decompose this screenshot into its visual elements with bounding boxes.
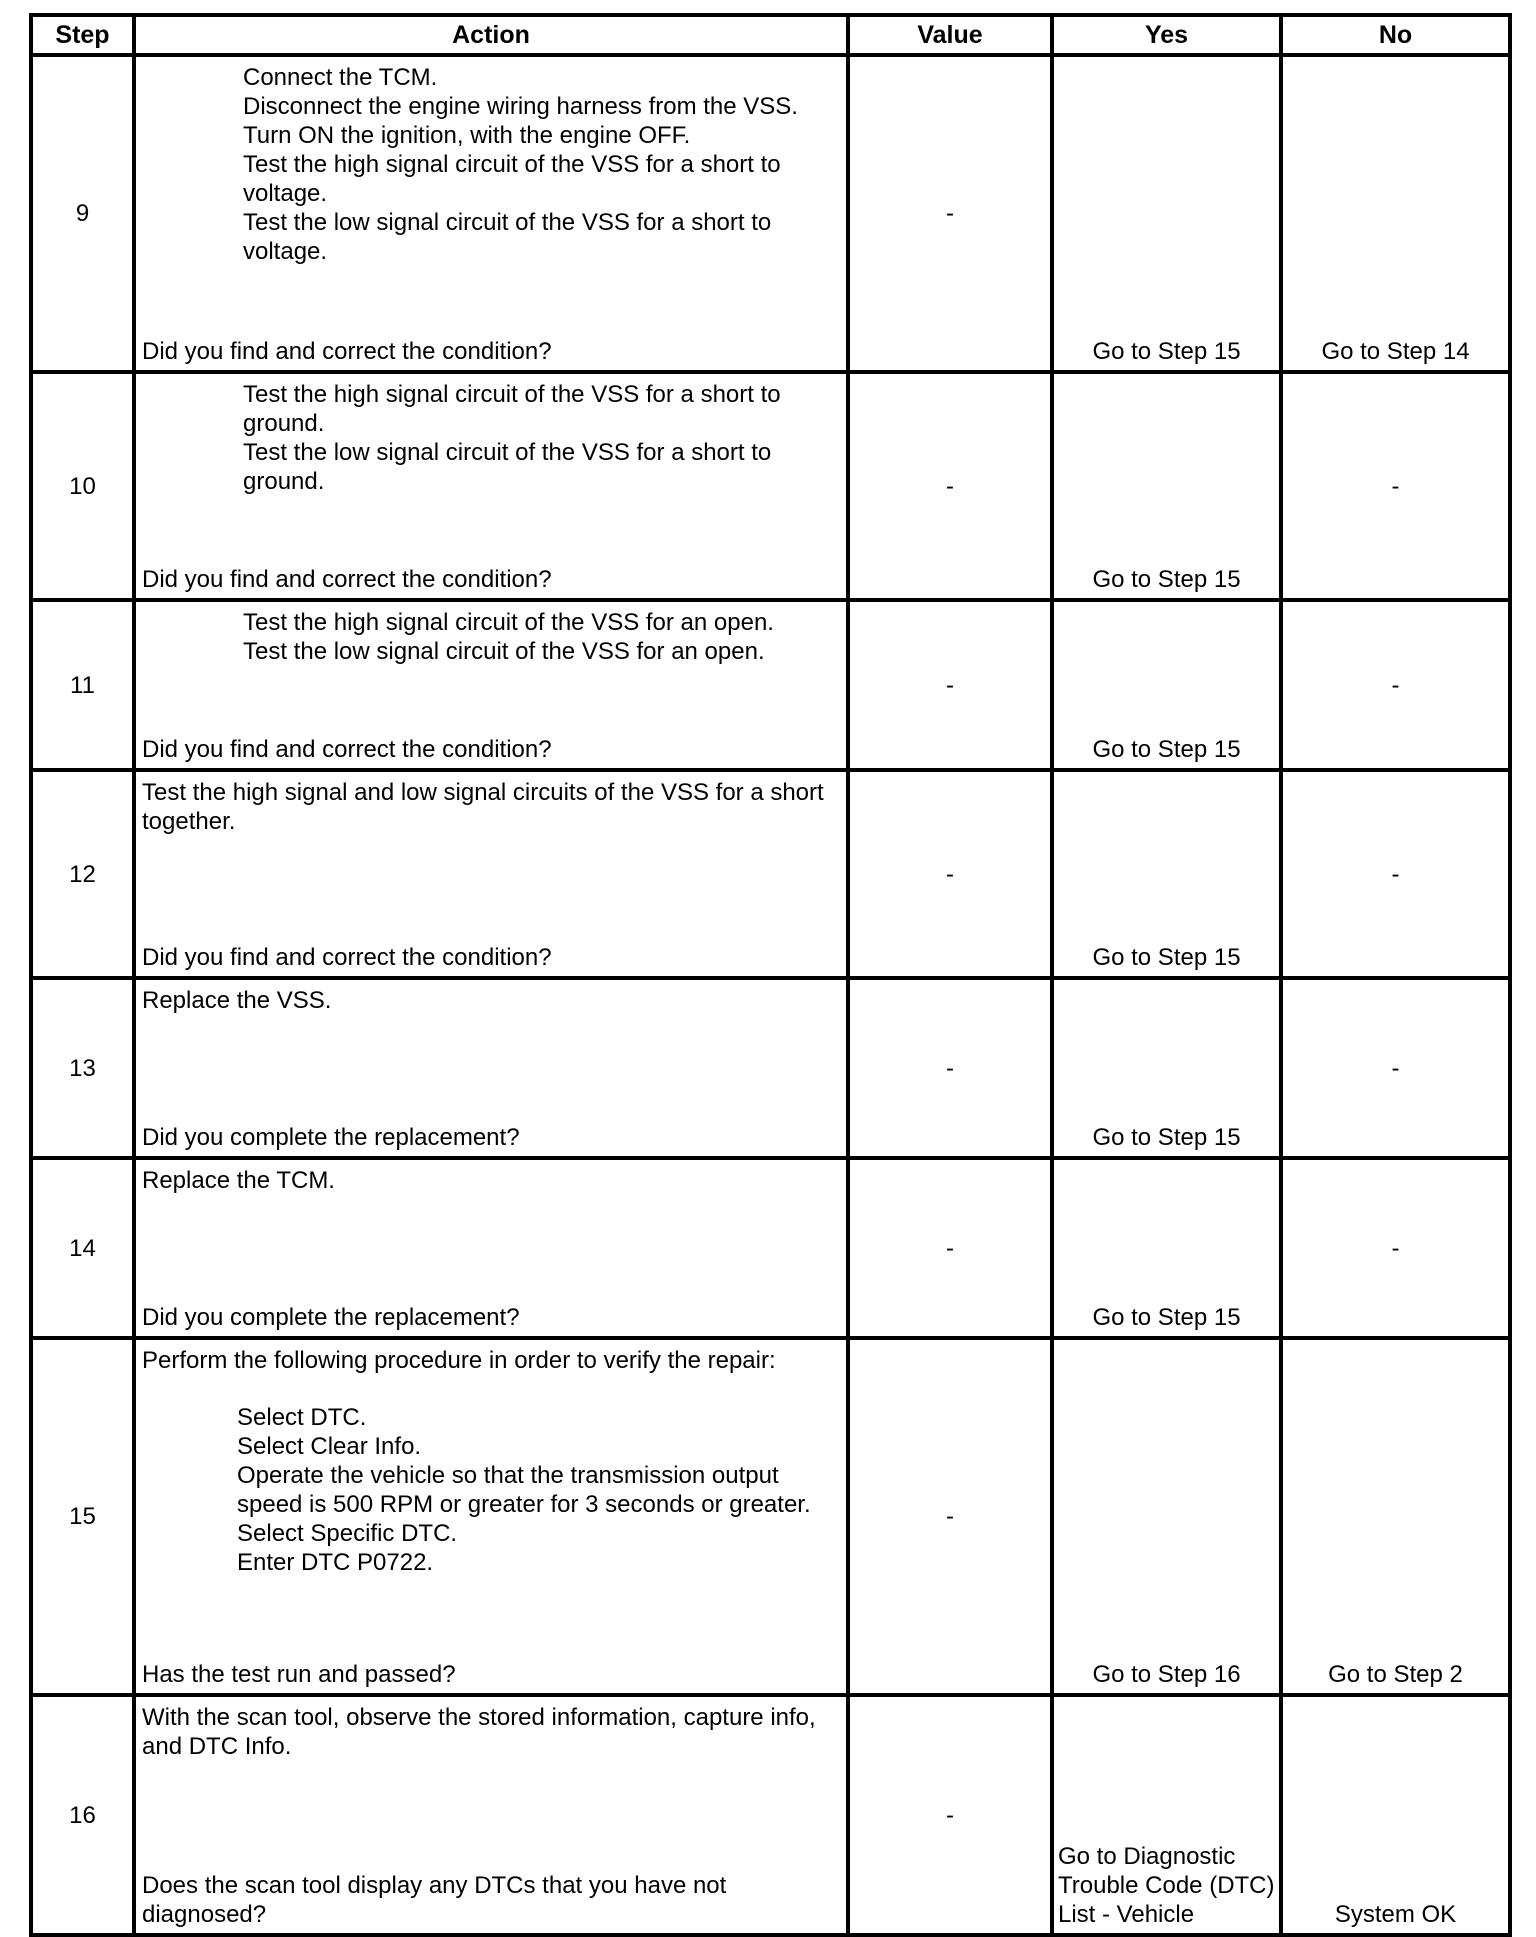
action-item: Connect the TCM. — [243, 64, 438, 91]
action-cell — [134, 1338, 848, 1695]
action-item: Select DTC. — [237, 1404, 367, 1431]
table-row — [31, 1338, 1510, 1695]
action-item: Test the low signal circuit of the VSS for a short to voltage. — [243, 209, 772, 265]
no-cell: - — [1281, 978, 1510, 1158]
yes-cell — [1052, 1695, 1281, 1935]
action-question: Did you find and correct the condition? — [142, 944, 552, 971]
value-cell: - — [848, 55, 1052, 372]
yes-link[interactable]: Go to Step 15 — [1092, 1304, 1241, 1331]
action-item: Test the high signal circuit of the VSS for an open. — [243, 609, 774, 636]
action-intro: Perform the following procedure in order to verify the repair: — [142, 1347, 776, 1374]
step-number: 12 — [31, 770, 134, 978]
action-cell — [134, 1158, 848, 1338]
table-row — [31, 55, 1510, 372]
step-number: 13 — [31, 978, 134, 1158]
action-intro: With the scan tool, observe the stored information, capture info, and DTC Info. — [142, 1704, 816, 1760]
action-list — [136, 374, 846, 496]
no-link[interactable]: Go to Step 14 — [1321, 338, 1470, 365]
header-row — [31, 15, 1510, 55]
table-row — [31, 978, 1510, 1158]
no-cell: - — [1281, 770, 1510, 978]
value-cell: - — [848, 372, 1052, 600]
yes-link[interactable]: Go to Step 15 — [1092, 1124, 1241, 1151]
yes-cell — [1052, 1158, 1281, 1338]
no-cell — [1281, 55, 1510, 372]
action-item: Enter DTC P0722. — [237, 1549, 434, 1576]
step-number: 9 — [31, 55, 134, 372]
header-action: Action — [134, 15, 848, 55]
yes-link[interactable]: Go to Step 16 — [1092, 1661, 1241, 1688]
value-cell: - — [848, 1158, 1052, 1338]
yes-cell — [1052, 770, 1281, 978]
action-intro: Replace the TCM. — [142, 1167, 335, 1194]
value-cell: - — [848, 1695, 1052, 1935]
action-list — [136, 1375, 846, 1577]
header-no: No — [1281, 15, 1510, 55]
value-cell: - — [848, 978, 1052, 1158]
action-item: Operate the vehicle so that the transmission output speed is 500 RPM or greater for 3 seconds or greater. — [237, 1462, 811, 1518]
action-cell — [134, 770, 848, 978]
no-cell — [1281, 1695, 1510, 1935]
header-step: Step — [31, 15, 134, 55]
action-item: Test the high signal circuit of the VSS for a short to voltage. — [243, 151, 781, 207]
yes-link[interactable]: Go to Step 15 — [1092, 736, 1241, 763]
action-cell — [134, 600, 848, 770]
action-item: Test the high signal circuit of the VSS for a short to ground. — [243, 381, 781, 437]
yes-link[interactable]: Go to Step 15 — [1092, 566, 1241, 593]
action-cell — [134, 978, 848, 1158]
action-question: Does the scan tool display any DTCs that you have not diagnosed? — [142, 1872, 727, 1928]
action-intro: Test the high signal and low signal circuits of the VSS for a short together. — [142, 779, 824, 835]
no-cell: - — [1281, 372, 1510, 600]
yes-link[interactable]: Go to Step 15 — [1092, 944, 1241, 971]
no-cell: - — [1281, 1158, 1510, 1338]
action-cell — [134, 55, 848, 372]
step-number: 15 — [31, 1338, 134, 1695]
action-list — [136, 57, 846, 266]
yes-link[interactable]: Go to Step 15 — [1092, 338, 1241, 365]
step-number: 10 — [31, 372, 134, 600]
diagnostic-table — [29, 13, 1512, 1937]
no-result: System OK — [1334, 1901, 1457, 1928]
no-link[interactable]: Go to Step 2 — [1328, 1661, 1463, 1688]
step-number: 11 — [31, 600, 134, 770]
action-list — [136, 602, 846, 666]
action-question: Has the test run and passed? — [142, 1661, 456, 1688]
header-yes: Yes — [1052, 15, 1281, 55]
table-row — [31, 372, 1510, 600]
yes-cell — [1052, 978, 1281, 1158]
action-item: Test the low signal circuit of the VSS for an open. — [243, 638, 765, 665]
action-question: Did you find and correct the condition? — [142, 566, 552, 593]
action-item: Turn ON the ignition, with the engine OFF. — [243, 122, 691, 149]
step-number: 16 — [31, 1695, 134, 1935]
yes-link[interactable]: Go to Diagnostic Trouble Code (DTC) List - Vehicle — [1058, 1843, 1275, 1928]
value-cell: - — [848, 600, 1052, 770]
action-question: Did you find and correct the condition? — [142, 736, 552, 763]
table-row — [31, 1695, 1510, 1935]
step-number: 14 — [31, 1158, 134, 1338]
table-row — [31, 770, 1510, 978]
action-item: Select Specific DTC. — [237, 1520, 458, 1547]
action-item: Test the low signal circuit of the VSS for a short to ground. — [243, 439, 772, 495]
action-item: Select Clear Info. — [237, 1433, 422, 1460]
no-cell — [1281, 1338, 1510, 1695]
action-cell — [134, 372, 848, 600]
value-cell: - — [848, 770, 1052, 978]
yes-cell — [1052, 55, 1281, 372]
action-cell — [134, 1695, 848, 1935]
action-question: Did you find and correct the condition? — [142, 338, 552, 365]
action-item: Disconnect the engine wiring harness from the VSS. — [243, 93, 798, 120]
action-question: Did you complete the replacement? — [142, 1124, 520, 1151]
yes-cell — [1052, 600, 1281, 770]
action-question: Did you complete the replacement? — [142, 1304, 520, 1331]
value-cell: - — [848, 1338, 1052, 1695]
header-value: Value — [848, 15, 1052, 55]
no-cell: - — [1281, 600, 1510, 770]
table-row — [31, 600, 1510, 770]
table-row — [31, 1158, 1510, 1338]
yes-cell — [1052, 1338, 1281, 1695]
action-intro: Replace the VSS. — [142, 987, 332, 1014]
yes-cell — [1052, 372, 1281, 600]
